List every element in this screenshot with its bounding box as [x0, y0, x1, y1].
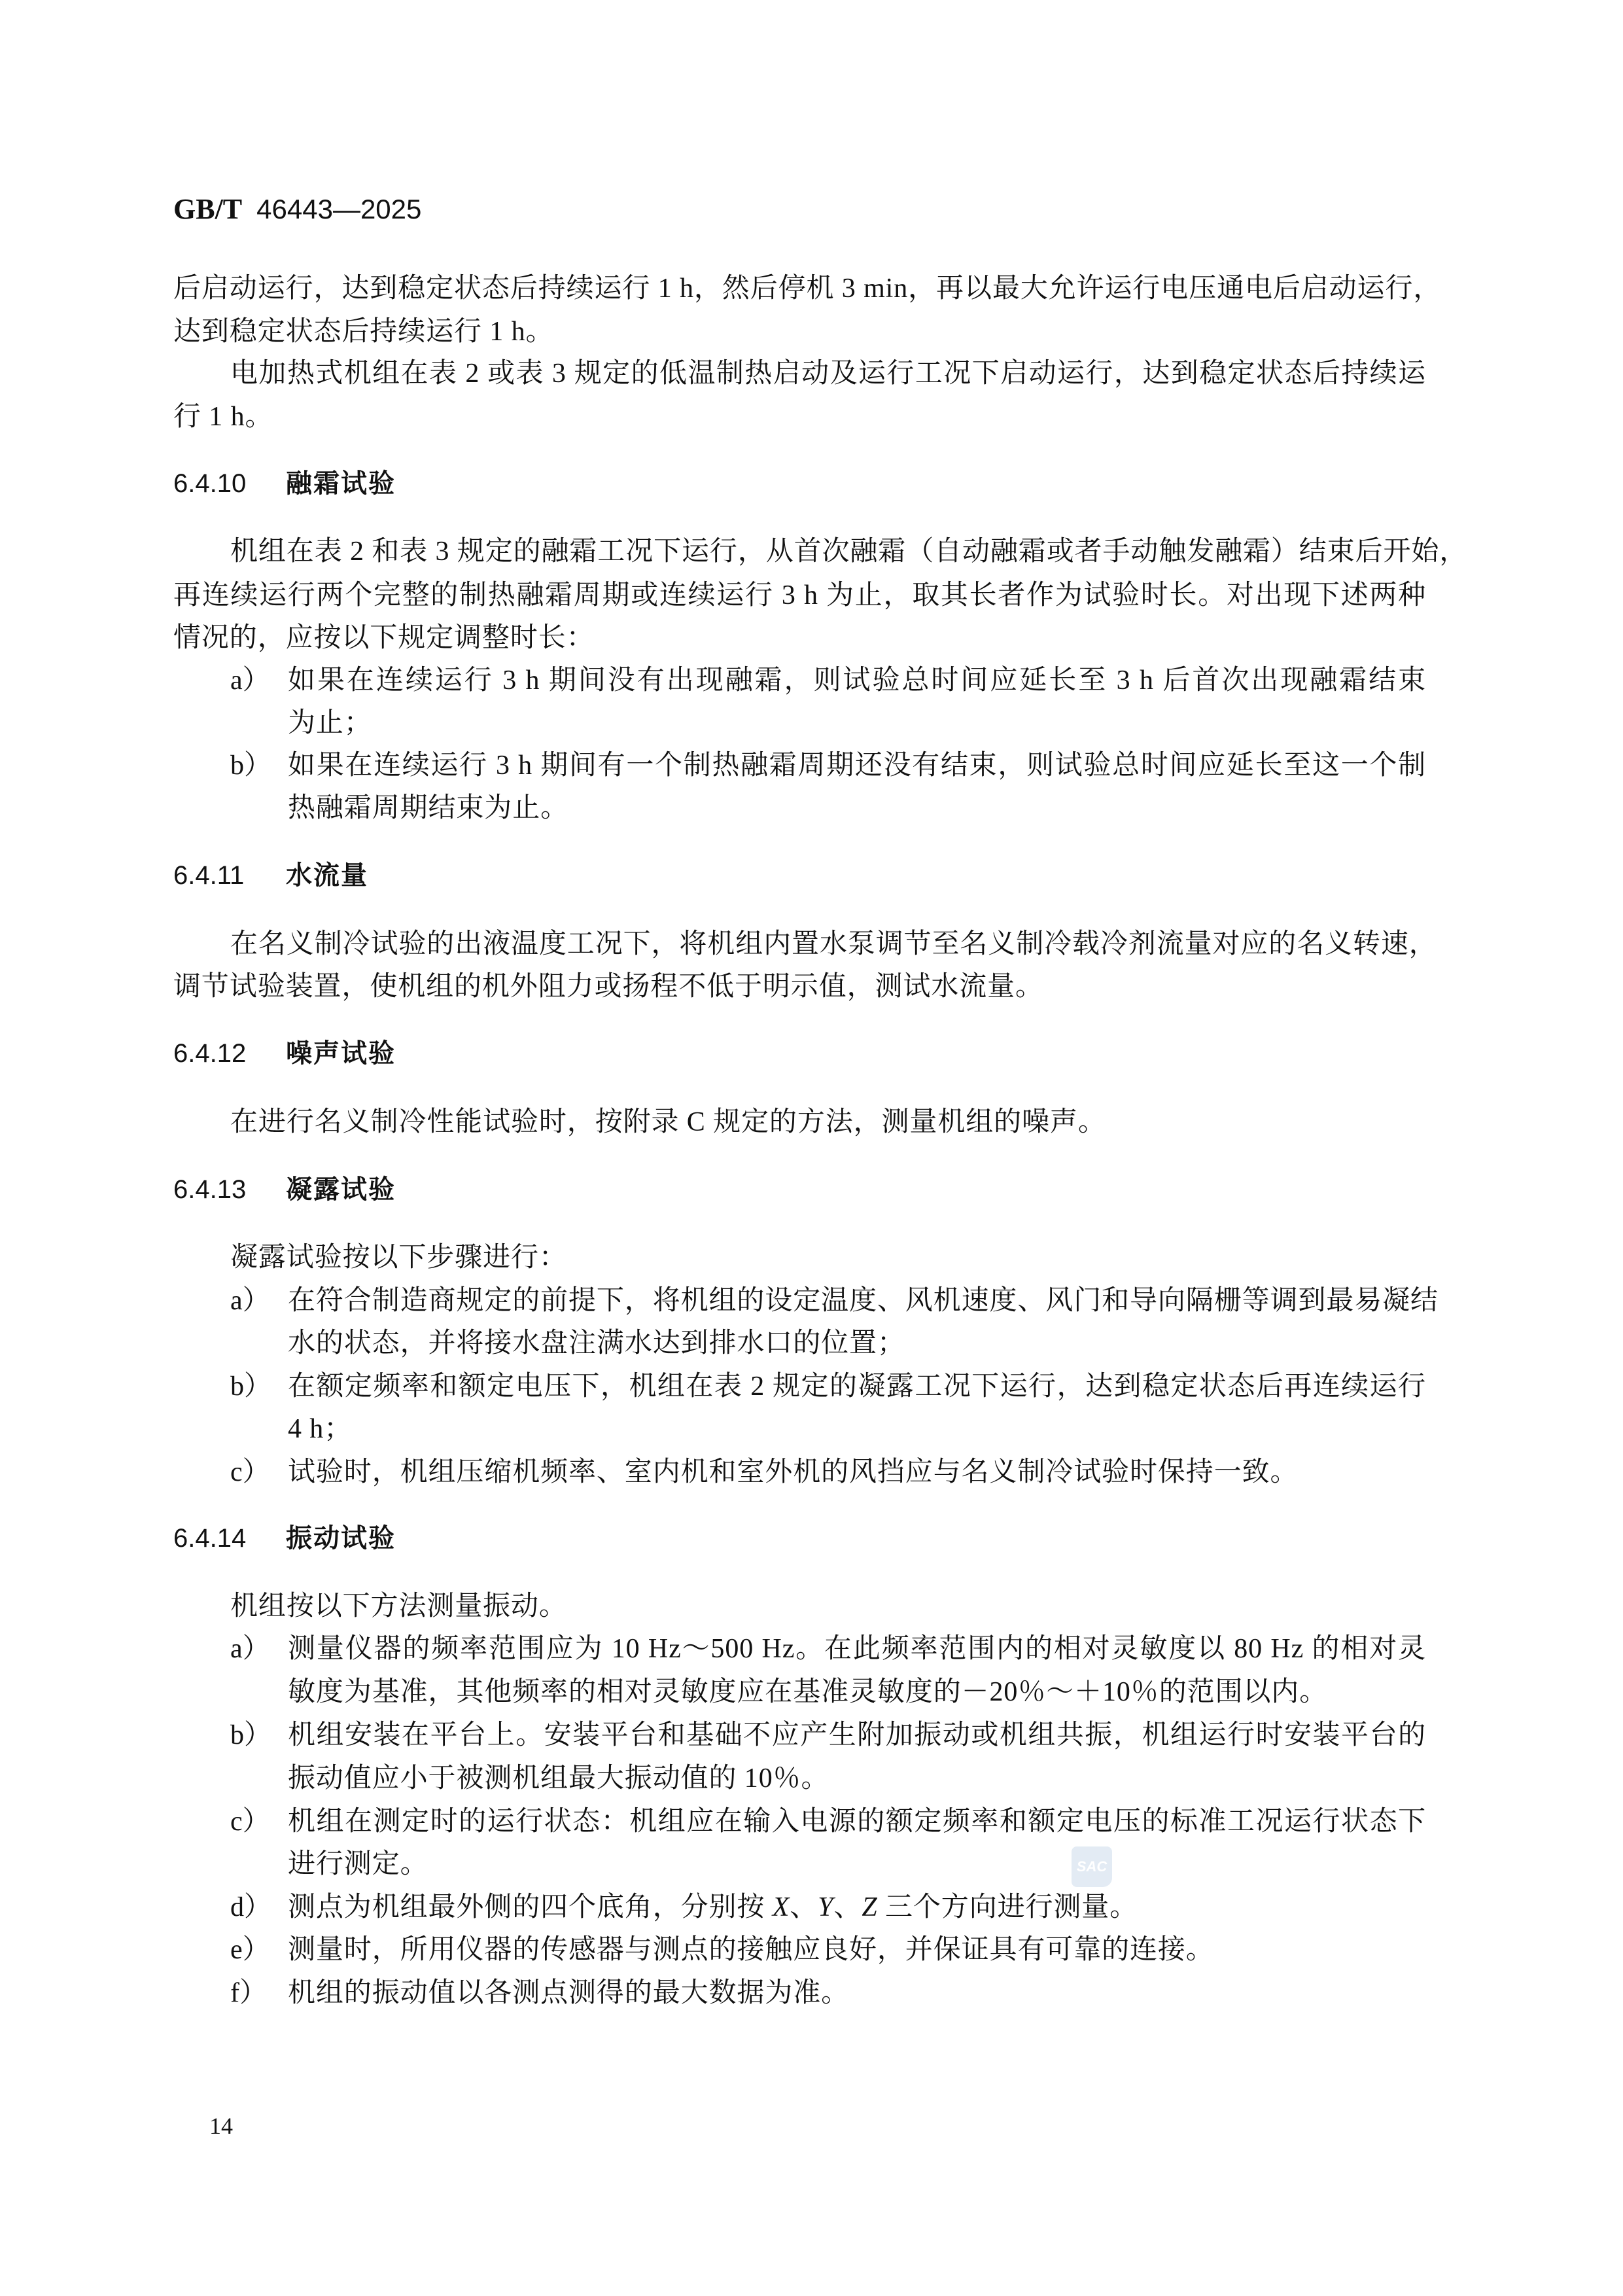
list-item: [230, 1973, 1426, 2013]
list-text: 机组安装在平台上。安装平台和基础不应产生附加振动或机组共振，机组运行时安装平台的: [288, 1720, 1426, 1750]
text-fragment: 测点为机组最外侧的四个底角，分别按: [288, 1892, 773, 1922]
list-item: [230, 1629, 1426, 1669]
body-line: 情况的，应按以下规定调整时长：: [173, 623, 595, 653]
list-text-continuation: 敏度为基准，其他频率的相对灵敏度应在基准灵敏度的－20％～＋10％的范围以内。: [288, 1677, 1328, 1707]
list-marker: c）: [230, 1457, 270, 1487]
body-line: 在进行名义制冷性能试验时，按附录 C 规定的方法，测量机组的噪声。: [230, 1107, 1106, 1137]
list-marker: b）: [230, 1371, 272, 1402]
list-text-continuation: 为止；: [288, 708, 372, 738]
body-line: 机组在表 2 和表 3 规定的融霜工况下运行，从首次融霜（自动融霜或者手动触发融霜）结束后开始，: [230, 537, 1468, 567]
section-title: 融霜试验: [286, 469, 396, 498]
standard-prefix: GB/T: [173, 193, 243, 225]
body-line: 在名义制冷试验的出液温度工况下，将机组内置水泵调节至名义制冷载冷剂流量对应的名义转速，: [230, 929, 1437, 959]
standard-number: [173, 191, 421, 228]
body-line: 电加热式机组在表 2 或表 3 规定的低温制热启动及运行工况下启动运行，达到稳定状态后持续运: [230, 359, 1426, 389]
list-text-continuation: 4 h；: [288, 1414, 353, 1444]
list-text: 机组在测定时的运行状态：机组应在输入电源的额定频率和额定电压的标准工况运行状态下: [288, 1807, 1426, 1837]
section-title: 噪声试验: [286, 1039, 396, 1068]
list-item: [230, 746, 1426, 785]
body-line: 再连续运行两个完整的制热融霜周期或连续运行 3 h 为止，取其长者作为试验时长。对出现下述两种: [173, 580, 1426, 610]
section-number: 6.4.11: [173, 861, 245, 890]
list-item: [230, 1888, 1426, 1927]
sac-watermark-logo: [1072, 1846, 1112, 1887]
list-text: 在额定频率和额定电压下，机组在表 2 规定的凝露工况下运行，达到稳定状态后再连续运行: [288, 1371, 1426, 1402]
text-fragment: 、: [790, 1892, 818, 1922]
list-item: [230, 1367, 1426, 1406]
section-title: 振动试验: [286, 1524, 396, 1553]
list-item: [230, 1716, 1426, 1755]
section-heading-6-4-13: [173, 1170, 396, 1209]
list-marker: a）: [230, 665, 270, 696]
text-fragment: 三个方向进行测量。: [877, 1892, 1138, 1922]
text-fragment: 、: [833, 1892, 862, 1922]
section-heading-6-4-14: [173, 1519, 396, 1558]
section-heading-6-4-11: [173, 856, 368, 895]
list-text-continuation: 振动值应小于被测机组最大振动值的 10％。: [288, 1763, 829, 1793]
body-line: 后启动运行，达到稳定状态后持续运行 1 h，然后停机 3 min，再以最大允许运行电压通电后启动运行，: [173, 274, 1442, 304]
section-title: 凝露试验: [286, 1175, 396, 1204]
page-number: 14: [209, 2113, 233, 2139]
axis-y: Y: [818, 1892, 834, 1922]
axis-x: X: [772, 1892, 790, 1922]
list-text: 测量仪器的频率范围应为 10 Hz～500 Hz。在此频率范围内的相对灵敏度以 80 Hz 的相对灵: [288, 1634, 1426, 1664]
axis-z: Z: [862, 1892, 878, 1922]
list-item: [230, 1930, 1426, 1969]
list-marker: e）: [230, 1935, 270, 1965]
list-text: 在符合制造商规定的前提下，将机组的设定温度、风机速度、风门和导向隔栅等调到最易凝结: [288, 1286, 1439, 1316]
list-marker: b）: [230, 1720, 272, 1750]
list-text: [288, 1888, 1426, 1927]
list-text: 如果在连续运行 3 h 期间有一个制热融霜周期还没有结束，则试验总时间应延长至这一个制: [288, 751, 1426, 781]
body-line: 达到稳定状态后持续运行 1 h。: [173, 317, 554, 347]
list-item: [230, 1281, 1439, 1320]
list-text-continuation: 进行测定。: [288, 1849, 428, 1879]
section-number: 6.4.13: [173, 1175, 247, 1204]
list-text: 如果在连续运行 3 h 期间没有出现融霜，则试验总时间应延长至 3 h 后首次出现融霜结束: [288, 665, 1426, 696]
list-text: 机组的振动值以各测点测得的最大数据为准。: [288, 1978, 850, 2008]
list-text: 试验时，机组压缩机频率、室内机和室外机的风挡应与名义制冷试验时保持一致。: [288, 1457, 1299, 1487]
list-text-continuation: 热融霜周期结束为止。: [288, 793, 569, 823]
list-item: [230, 1453, 1426, 1492]
section-heading-6-4-10: [173, 464, 396, 503]
section-heading-6-4-12: [173, 1034, 396, 1073]
section-number: 6.4.14: [173, 1524, 247, 1553]
list-item: [230, 1802, 1426, 1841]
list-marker: b）: [230, 751, 272, 781]
body-line: 机组按以下方法测量振动。: [230, 1591, 567, 1621]
list-item: [230, 661, 1426, 700]
list-text: 测量时，所用仪器的传感器与测点的接触应良好，并保证具有可靠的连接。: [288, 1935, 1214, 1965]
section-title: 水流量: [286, 861, 368, 890]
list-marker: d）: [230, 1892, 272, 1922]
standard-code: 46443—2025: [256, 194, 422, 224]
section-number: 6.4.12: [173, 1039, 247, 1068]
section-number: 6.4.10: [173, 469, 247, 498]
body-line: 凝露试验按以下步骤进行：: [230, 1243, 567, 1273]
list-marker: c）: [230, 1807, 270, 1837]
body-line: 调节试验装置，使机组的机外阻力或扬程不低于明示值，测试水流量。: [173, 972, 1043, 1002]
watermark-label: SAC: [1076, 1858, 1108, 1875]
list-marker: f）: [230, 1978, 267, 2008]
body-line: 行 1 h。: [173, 402, 273, 432]
list-text-continuation: 水的状态，并将接水盘注满水达到排水口的位置；: [288, 1328, 905, 1358]
list-marker: a）: [230, 1634, 270, 1664]
list-marker: a）: [230, 1286, 270, 1316]
